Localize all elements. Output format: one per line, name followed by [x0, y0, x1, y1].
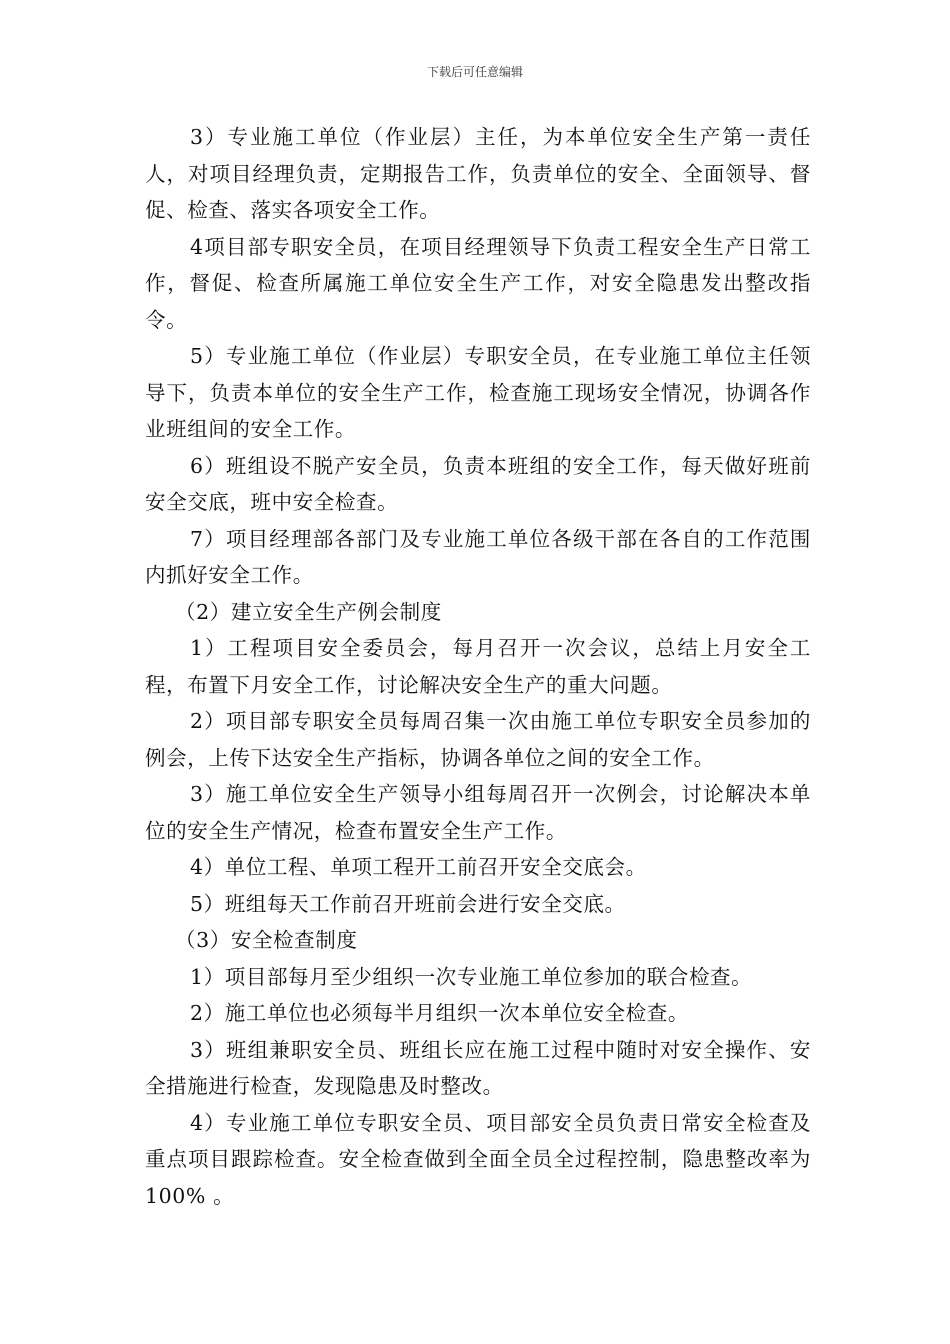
paragraph: 3）专业施工单位（作业层）主任，为本单位安全生产第一责任人，对项目经理负责，定期报告工作，负责单位的安全、全面领导、督促、检查、落实各项安全工作。 — [145, 125, 811, 222]
paragraph: 1）工程项目安全委员会，每月召开一次会议，总结上月安全工程，布置下月安全工作，讨论解决安全生产的重大问题。 — [145, 636, 811, 697]
paragraph: 4项目部专职安全员，在项目经理领导下负责工程安全生产日常工作，督促、检查所属施工单位安全生产工作，对安全隐患发出整改指令。 — [145, 234, 811, 332]
paragraph: 6）班组设不脱产安全员，负责本班组的安全工作，每天做好班前安全交底，班中安全检查。 — [145, 453, 811, 514]
section-heading: （2）建立安全生产例会制度 — [175, 599, 442, 624]
paragraph: 5）专业施工单位（作业层）专职安全员，在专业施工单位主任领导下，负责本单位的安全生产工作，检查施工现场安全情况，协调各作业班组间的安全工作。 — [145, 344, 811, 441]
paragraph: 3）施工单位安全生产领导小组每周召开一次例会，讨论解决本单位的安全生产情况，检查布置安全生产工作。 — [145, 782, 811, 843]
paragraph: 4）单位工程、单项工程开工前召开安全交底会。 — [190, 855, 647, 879]
paragraph: 2）施工单位也必须每半月组织一次本单位安全检查。 — [190, 1001, 689, 1025]
paragraph: 4）专业施工单位专职安全员、项目部安全员负责日常安全检查及重点项目跟踪检查。安全检查做到全面全员全过程控制，隐患整改率为100% 。 — [145, 1110, 811, 1208]
page-header-note: 下载后可任意编辑 — [426, 65, 523, 79]
section-heading: （3）安全检查制度 — [175, 928, 358, 952]
paragraph: 3）班组兼职安全员、班组长应在施工过程中随时对安全操作、安全措施进行检查，发现隐患及时整改。 — [145, 1037, 811, 1098]
paragraph: 1）项目部每月至少组织一次专业施工单位参加的联合检查。 — [190, 964, 753, 989]
document-body — [145, 119, 811, 1214]
paragraph: 5）班组每天工作前召开班前会进行安全交底。 — [190, 891, 626, 916]
paragraph: 2）项目部专职安全员每周召集一次由施工单位专职安全员参加的例会，上传下达安全生产指标，协调各单位之间的安全工作。 — [145, 709, 811, 770]
paragraph: 7）项目经理部各部门及专业施工单位各级干部在各自的工作范围内抓好安全工作。 — [145, 526, 811, 587]
